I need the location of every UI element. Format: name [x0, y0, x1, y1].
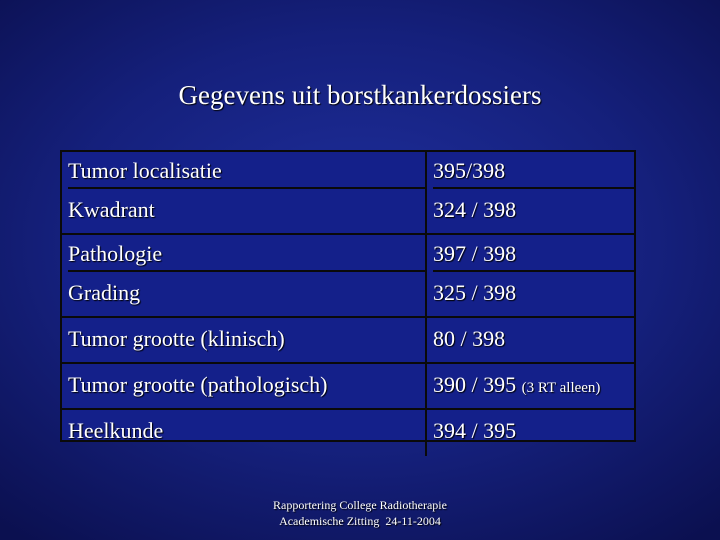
- row-label-kwadrant: Kwadrant: [68, 197, 155, 222]
- data-table: [60, 150, 636, 442]
- row-label-grading: Grading: [68, 280, 141, 305]
- table-cell-values: [427, 235, 634, 316]
- footer-line-organization: Rapportering College Radiotherapie: [273, 498, 447, 512]
- row-value-tumor-grootte-klinisch: 80 / 398: [433, 326, 506, 351]
- row-value-heelkunde: 394 / 395: [433, 418, 517, 443]
- table-row-tumor-localisatie: [62, 152, 634, 235]
- table-row-heelkunde: [62, 410, 634, 456]
- footer-line-event: Academische Zitting 24-11-2004: [279, 514, 441, 528]
- slide-footer: [0, 497, 720, 529]
- table-row-pathologie: [62, 235, 634, 318]
- slide-title: Gegevens uit borstkankerdossiers: [178, 80, 542, 110]
- row-value-pathologie: 397 / 398: [433, 235, 634, 272]
- row-value-tumor-grootte-pathologisch: [427, 364, 634, 408]
- row-label-pathologie: Pathologie: [68, 235, 425, 272]
- row-value-grading: 325 / 398: [433, 280, 517, 305]
- row-value-kwadrant: 324 / 398: [433, 197, 517, 222]
- table-row-tumor-grootte-klinisch: [62, 318, 634, 364]
- table-row-tumor-grootte-pathologisch: [62, 364, 634, 410]
- row-label-tumor-grootte-klinisch: Tumor grootte (klinisch): [62, 318, 427, 362]
- row-label-tumor-localisatie: Tumor localisatie: [68, 152, 425, 189]
- value-text: 390 / 395: [433, 372, 517, 397]
- row-label-tumor-grootte-pathologisch: Tumor grootte (pathologisch): [62, 364, 427, 408]
- table-cell-values: [427, 152, 634, 233]
- value-note: (3 RT alleen): [521, 380, 601, 396]
- row-value-tumor-localisatie: 395/398: [433, 152, 634, 189]
- table-cell-labels: [62, 235, 427, 316]
- row-label-heelkunde: Heelkunde: [62, 410, 427, 456]
- table-cell-labels: [62, 152, 427, 233]
